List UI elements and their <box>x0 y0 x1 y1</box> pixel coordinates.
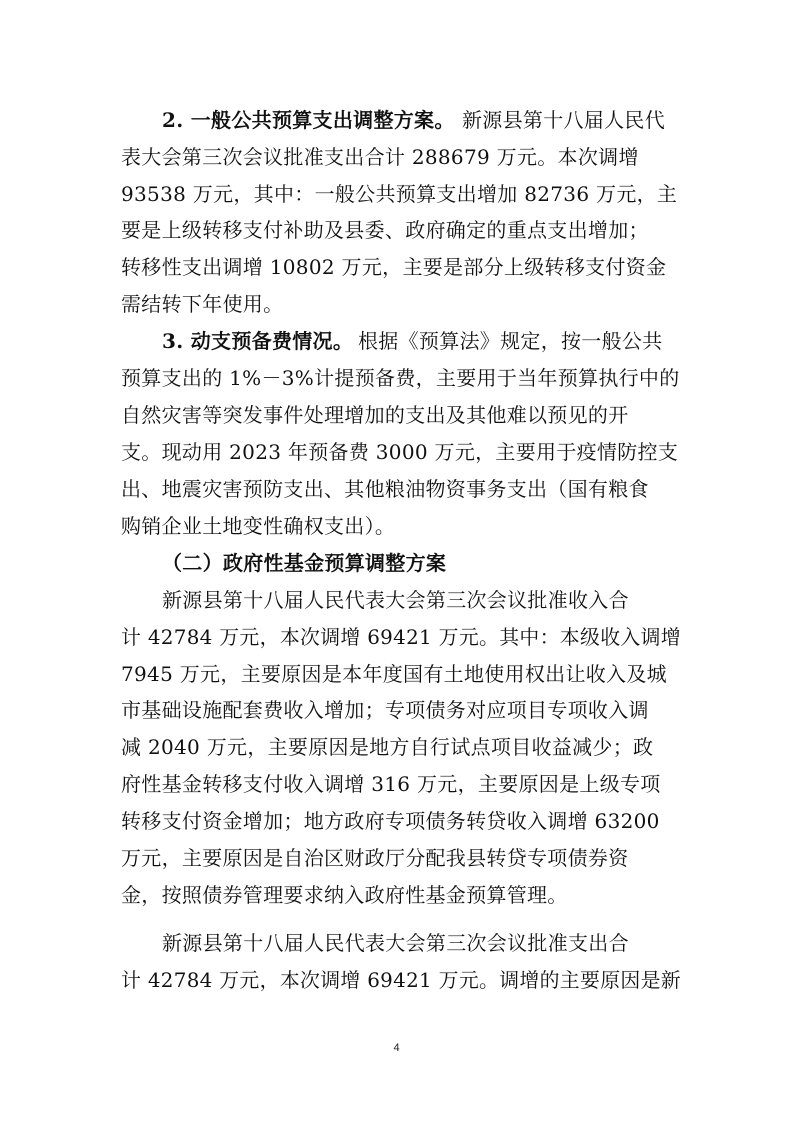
section-heading: 2. 一般公共预算支出调整方案。 <box>162 108 455 132</box>
section-heading: 3. 动支预备费情况。 <box>162 329 354 353</box>
section-heading: （二）政府性基金预算调整方案 <box>162 551 447 575</box>
text-line <box>0 182 793 206</box>
text-line <box>0 440 793 464</box>
line-text: 计 42784 万元，本次调增 69421 万元。调增的主要原因是新 <box>121 968 681 992</box>
text-line <box>0 108 793 132</box>
line-text: 减 2040 万元，主要原因是地方自行试点项目收益减少；政 <box>121 735 654 759</box>
text-line <box>0 292 793 316</box>
text-line <box>0 625 793 649</box>
line-text: 新源县第十八届人民代 <box>462 108 665 132</box>
line-text: 根据《预算法》规定，按一般公共 <box>358 329 663 353</box>
text-line <box>0 403 793 427</box>
line-text: 93538 万元，其中：一般公共预算支出增加 82736 万元，主 <box>121 182 678 206</box>
page-number: 4 <box>393 1042 400 1054</box>
line-text: 转移支付资金增加；地方政府专项债务转贷收入调增 63200 <box>121 809 660 833</box>
text-line <box>0 218 793 242</box>
text-line <box>0 968 793 992</box>
line-text: 计 42784 万元，本次调增 69421 万元。其中：本级收入调增 <box>121 625 681 649</box>
line-text: 自然灾害等突发事件处理增加的支出及其他难以预见的开 <box>121 403 629 427</box>
line-text: 预算支出的 1%－3%计提预备费，主要用于当年预算执行中的 <box>121 366 680 390</box>
text-line <box>0 551 793 575</box>
text-line <box>0 477 793 501</box>
line-text: 表大会第三次会议批准支出合计 288679 万元。本次调增 <box>121 145 639 169</box>
line-text: 出、地震灾害预防支出、其他粮油物资事务支出（国有粮食 <box>121 477 649 501</box>
text-line <box>0 809 793 833</box>
line-text: 金，按照债券管理要求纳入政府性基金预算管理。 <box>121 883 568 907</box>
text-line <box>0 329 793 353</box>
line-text: 府性基金转移支付收入调增 316 万元，主要原因是上级专项 <box>121 772 661 796</box>
line-text: 要是上级转移支付补助及县委、政府确定的重点支出增加； <box>121 218 649 242</box>
line-text: 市基础设施配套费收入增加；专项债务对应项目专项收入调 <box>121 698 649 722</box>
text-line <box>0 255 793 279</box>
text-line <box>0 698 793 722</box>
text-line <box>0 662 793 686</box>
text-line <box>0 735 793 759</box>
text-line <box>0 931 793 955</box>
line-text: 7945 万元，主要原因是本年度国有土地使用权出让收入及城 <box>121 662 667 686</box>
line-text: 万元，主要原因是自治区财政厅分配我县转贷专项债券资 <box>121 846 629 870</box>
text-line <box>0 883 793 907</box>
text-line <box>0 772 793 796</box>
line-text: 需结转下年使用。 <box>121 292 284 316</box>
line-text: 转移性支出调增 10802 万元，主要是部分上级转移支付资金 <box>121 255 667 279</box>
text-line <box>0 846 793 870</box>
text-line <box>0 588 793 612</box>
text-line <box>0 514 793 538</box>
line-text: 新源县第十八届人民代表大会第三次会议批准支出合 <box>162 931 629 955</box>
line-text: 支。现动用 2023 年预备费 3000 万元，主要用于疫情防控支 <box>121 440 679 464</box>
line-text: 购销企业土地变性确权支出）。 <box>121 514 396 538</box>
text-line <box>0 366 793 390</box>
text-line <box>0 145 793 169</box>
line-text: 新源县第十八届人民代表大会第三次会议批准收入合 <box>162 588 629 612</box>
